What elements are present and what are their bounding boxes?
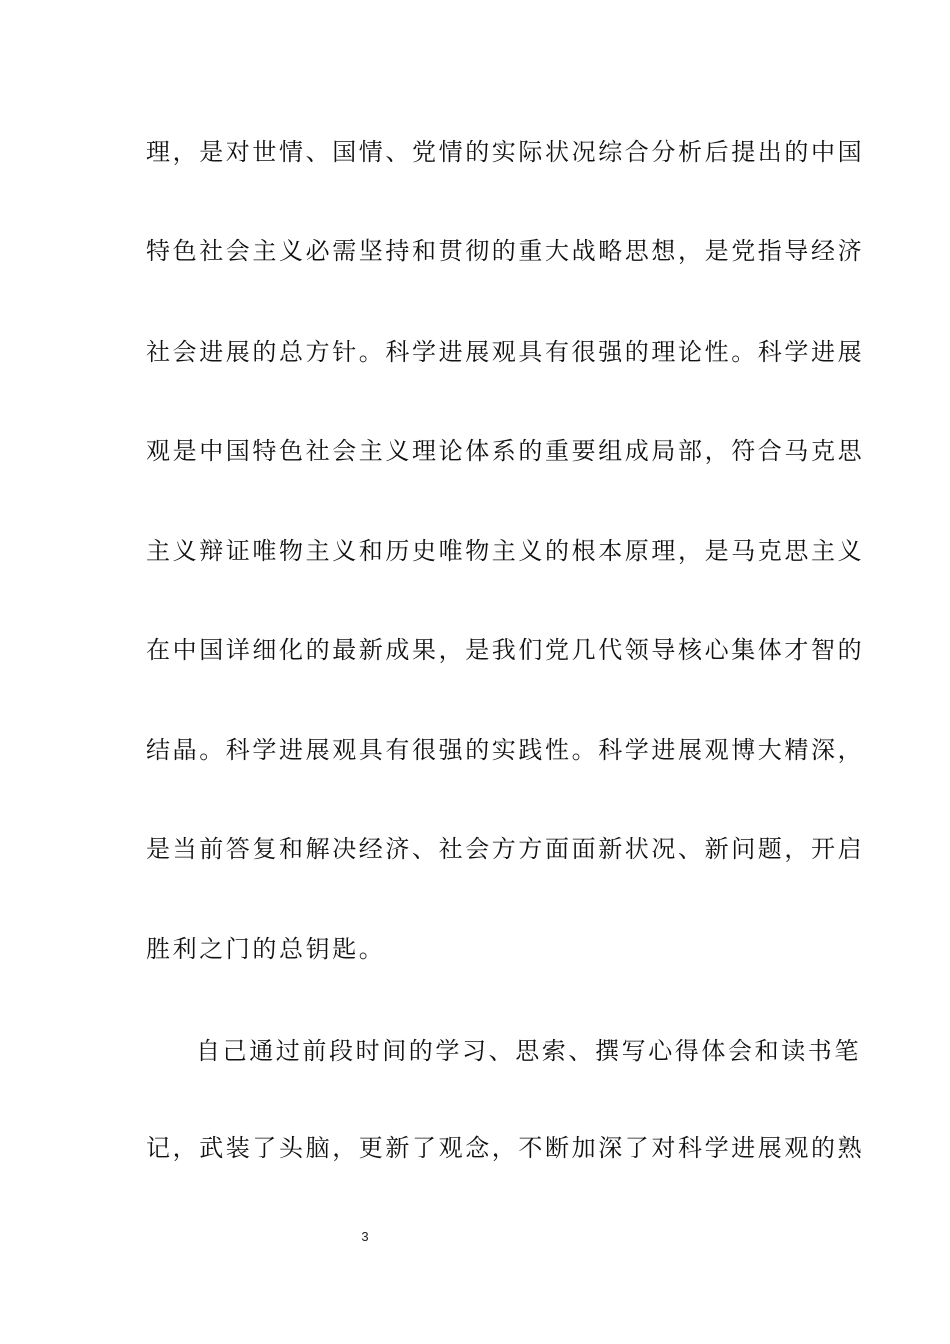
text-line: 理，是对世情、国情、党情的实际状况综合分析后提出的中国	[146, 138, 865, 166]
text-line: 主义辩证唯物主义和历史唯物主义的根本原理，是马克思主义	[146, 537, 865, 565]
text-line: 特色社会主义必需坚持和贯彻的重大战略思想，是党指导经济	[146, 237, 865, 265]
text-line: 在中国详细化的最新成果，是我们党几代领导核心集体才智的	[146, 636, 865, 664]
paragraph-first-line: 自己通过前段时间的学习、思索、撰写心得体会和读书笔	[196, 1037, 861, 1065]
text-line: 观是中国特色社会主义理论体系的重要组成局部，符合马克思	[146, 437, 865, 465]
page-number: 3	[361, 1229, 369, 1244]
text-line: 胜利之门的总钥匙。	[146, 935, 386, 963]
text-line: 社会进展的总方针。科学进展观具有很强的理论性。科学进展	[146, 338, 865, 366]
text-line: 是当前答复和解决经济、社会方方面面新状况、新问题，开启	[146, 835, 865, 863]
text-line: 结晶。科学进展观具有很强的实践性。科学进展观博大精深，	[146, 736, 865, 764]
text-line: 记，武装了头脑，更新了观念，不断加深了对科学进展观的熟	[146, 1134, 865, 1162]
